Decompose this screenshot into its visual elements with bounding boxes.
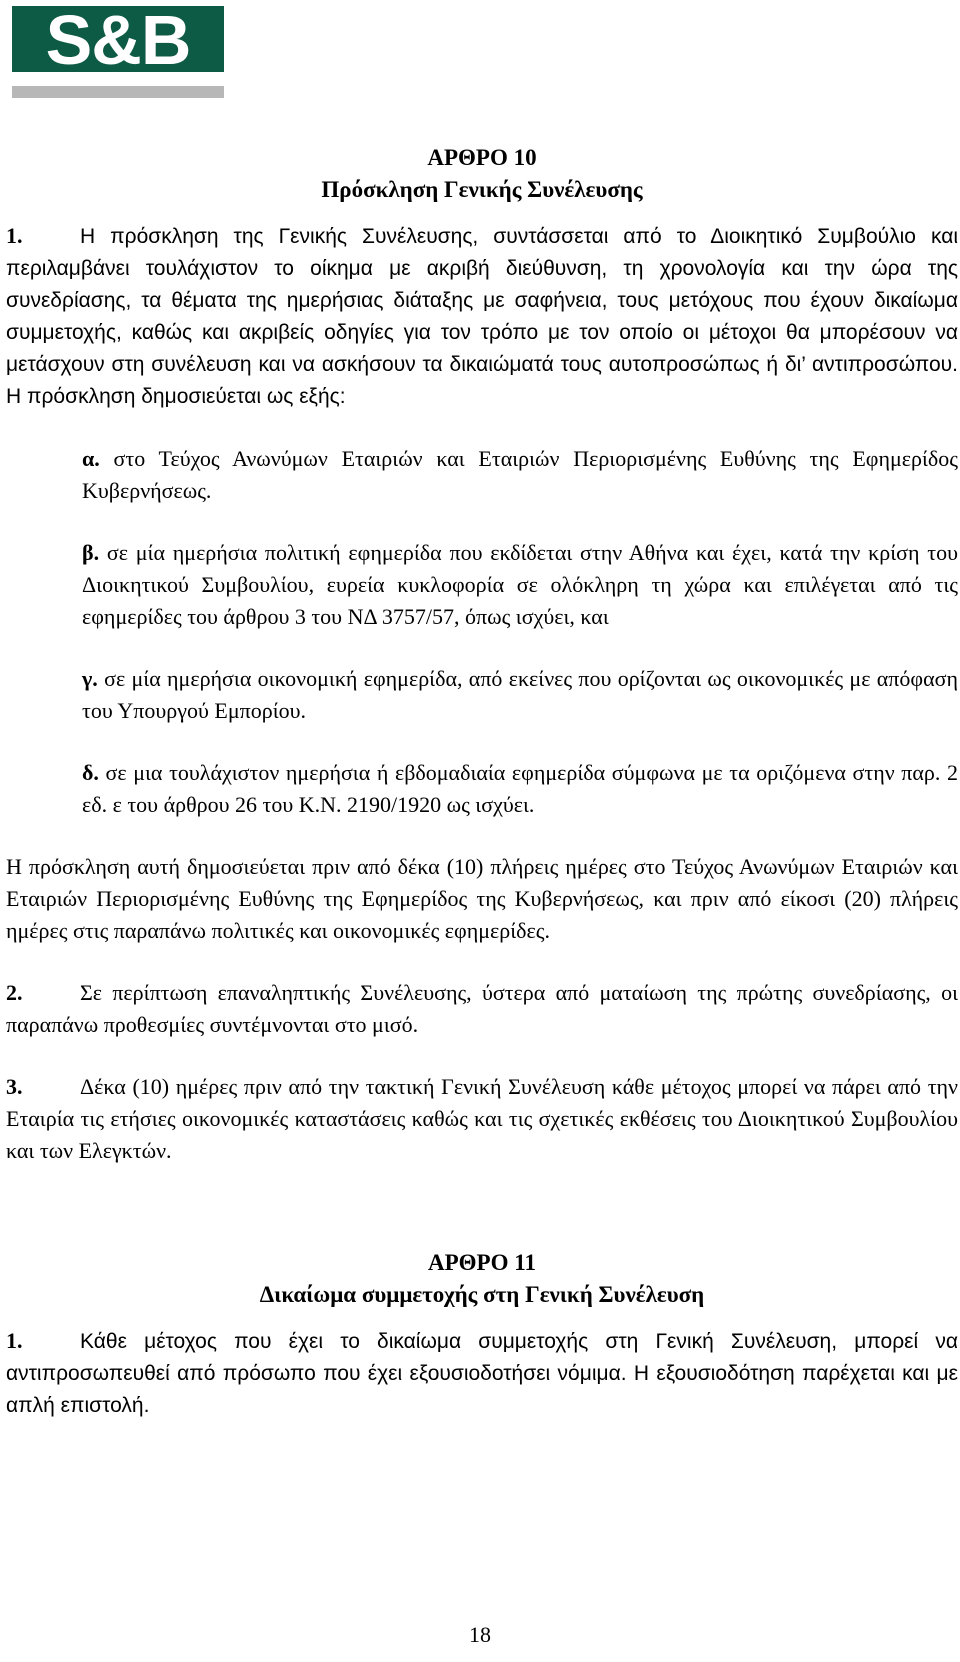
paragraph-text: Κάθε μέτοχος που έχει το δικαίωμα συμμετοχής στη Γενική Συνέλευση, μπορεί να αντιπροσωπευθεί από πρόσωπο που έχει εξουσιοδοτήσει νόμιμα. Η εξουσιοδότηση παρέχεται και με απλή επιστολή. (6, 1330, 958, 1417)
paragraph-number: 3. (6, 1074, 23, 1099)
article-10-paragraph-2 (6, 977, 958, 1041)
list-item-text: σε μία ημερήσια οικονομική εφημερίδα, από εκείνες που ορίζονται ως οικονομικές με απόφαση του Υπουργού Εμπορίου. (82, 666, 958, 723)
paragraph-number: 1. (6, 223, 23, 248)
article-11-title: ΑΡΘΡΟ 11 (428, 1250, 536, 1275)
list-item-letter: γ. (82, 666, 98, 691)
paragraph-number: 1. (6, 1328, 23, 1353)
list-item-letter: β. (82, 540, 100, 565)
list-item-a (82, 443, 958, 507)
logo-text: S&B (45, 1, 191, 79)
article-11-paragraph-1 (6, 1325, 958, 1422)
logo-underline (12, 86, 224, 98)
company-logo (12, 1, 224, 79)
page-number: 18 (469, 1622, 491, 1647)
paragraph-text: Δέκα (10) ημέρες πριν από την τακτική Γενική Συνέλευση κάθε μέτοχος μπορεί να πάρει από την Εταιρία τις ετήσιες οικονομικές καταστάσεις καθώς και τις σχετικές εκθέσεις του Διοικητικού Συμβουλίου και των Ελεγκτών. (6, 1074, 958, 1163)
article-10-paragraph-1 (6, 220, 958, 413)
list-item-letter: α. (82, 446, 100, 471)
publication-note: Η πρόσκληση αυτή δημοσιεύεται πριν από δέκα (10) πλήρεις ημέρες στο Τεύχος Ανωνύμων Εταιριών και Εταιριών Περιορισμένης Ευθύνης της Εφημερίδος της Κυβερνήσεως, και πριν από είκοσι (20) πλήρεις ημέρες στις παραπάνω πολιτικές και οικονομικές εφημερίδες. (6, 854, 958, 943)
list-item-text: σε μία ημερήσια πολιτική εφημερίδα που εκδίδεται στην Αθήνα και έχει, κατά την κρίση του Διοικητικού Συμβουλίου, ευρεία κυκλοφορία σε ολόκληρη τη χώρα και επιλέγεται από τις εφημερίδες του άρθρου 3 του ΝΔ 3757/57, όπως ισχύει, και (82, 540, 958, 629)
list-item-letter: δ. (82, 760, 99, 785)
article-11-subtitle: Δικαίωμα συμμετοχής στη Γενική Συνέλευση (259, 1282, 705, 1307)
paragraph-text: Η πρόσκληση της Γενικής Συνέλευσης, συντάσσεται από το Διοικητικό Συμβούλιο και περιλαμβάνει τουλάχιστον το οίκημα με ακριβή διεύθυνση, τη χρονολογία και την ώρα της συνεδρίασης, τα θέματα της ημερήσιας διάταξης με σαφήνεια, τους μετόχους που έχουν δικαίωμα συμμετοχής, καθώς και ακριβείς οδηγίες για τον τρόπο με τον οποίο οι μέτοχοι θα μπορέσουν να μετάσχουν στη συνέλευση και να ασκήσουν τα δικαιώματά τους αυτοπροσώπως ή δι’ αντιπροσώπου. Η πρόσκληση δημοσιεύεται ως εξής: (6, 225, 958, 408)
document-body (6, 142, 958, 1422)
list-item-text: στο Τεύχος Ανωνύμων Εταιριών και Εταιριών Περιορισμένης Ευθύνης της Εφημερίδος Κυβερνήσεως. (82, 446, 958, 503)
paragraph-number: 2. (6, 980, 23, 1005)
list-item-d (82, 757, 958, 821)
article-10-title: ΑΡΘΡΟ 10 (427, 145, 537, 170)
paragraph-text: Σε περίπτωση επαναληπτικής Συνέλευσης, ύστερα από ματαίωση της πρώτης συνεδρίασης, οι παραπάνω προθεσμίες συντέμνονται στο μισό. (6, 980, 958, 1037)
list-item-b (82, 537, 958, 633)
article-10-subtitle: Πρόσκληση Γενικής Συνέλευσης (321, 177, 643, 202)
article-10-paragraph-3 (6, 1071, 958, 1167)
list-item-c (82, 663, 958, 727)
list-item-text: σε μια τουλάχιστον ημερήσια ή εβδομαδιαία εφημερίδα σύμφωνα με τα οριζόμενα στην παρ. 2 εδ. ε του άρθρου 26 του Κ.Ν. 2190/1920 ως ισχύει. (82, 760, 958, 817)
